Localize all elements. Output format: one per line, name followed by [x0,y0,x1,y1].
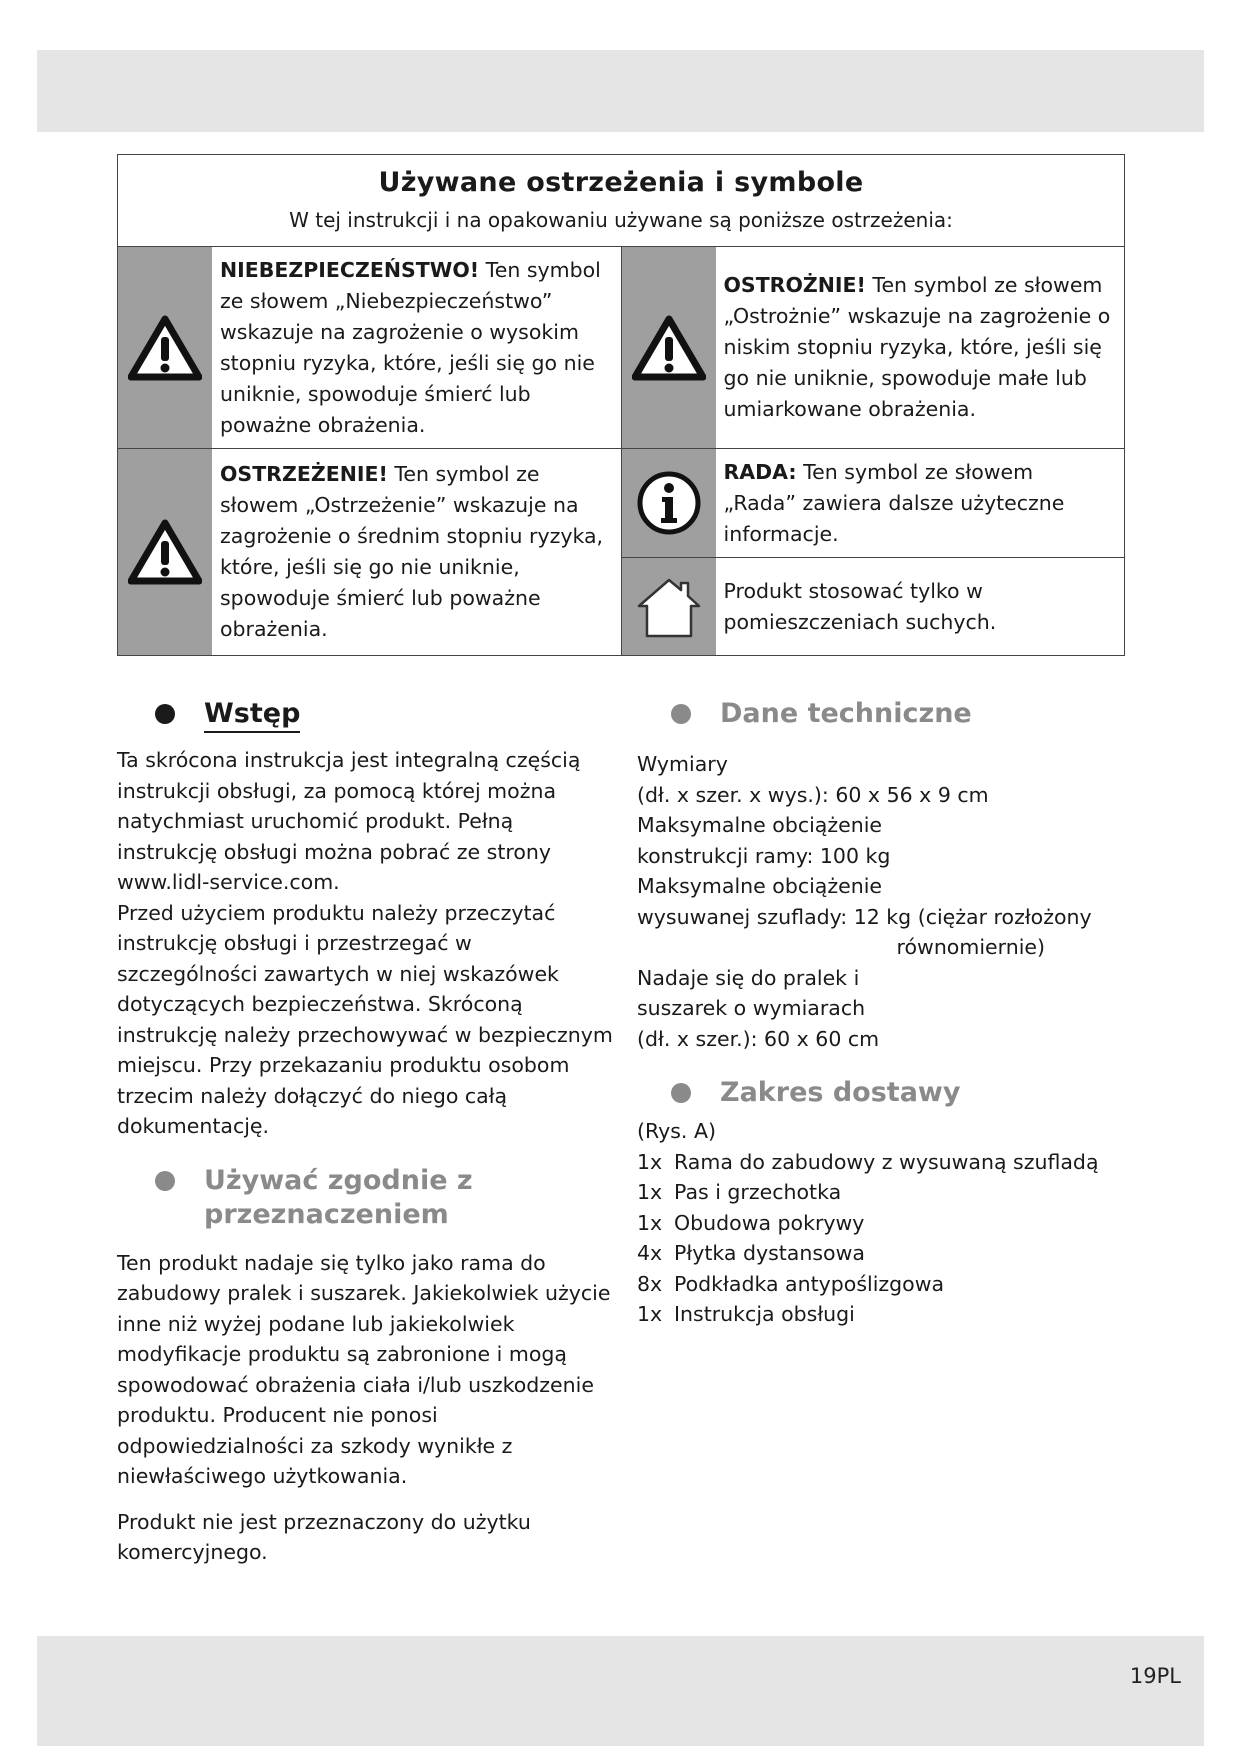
bullet-dot-icon [671,704,691,724]
fit-line-3: (dł. x szer.): 60 x 60 cm [637,1026,880,1051]
intro-heading-text: Wstęp [204,697,300,733]
caution-cell [622,247,1125,448]
list-item [637,1147,1137,1178]
bullet-dot-icon [155,704,175,724]
danger-cell [118,247,621,448]
list-item [637,1238,1137,1269]
item-qty: 1x [637,1302,663,1326]
page-number: 19PL [1129,1664,1181,1688]
intro-paragraph-2: Przed użyciem produktu należy przeczytać instrukcję obsługi i przestrzegać w szczególności zawartych w niej wskazówek dotyczących bezpieczeństwa. Skróconą instrukcję należy przechowywać w bezpiecznym miejscu. Przy przekazaniu produktu osobom trzecim należy dołączyć do niego całą dokumentację. [117,900,613,1138]
warnings-grid [118,247,1124,655]
caution-text [716,247,1125,448]
drawer-label: Maksymalne obciążenie [637,874,883,898]
item-name: Płytka dystansowa [674,1241,865,1265]
item-name: Instrukcja obsługi [674,1302,855,1326]
drawer-value-cont: równomiernie) [896,935,1045,959]
item-qty: 4x [637,1241,663,1265]
tip-label: RADA: [723,459,797,484]
item-name: Rama do zabudowy z wysuwaną szufladą [674,1149,1099,1174]
frame-value: konstrukcji ramy: 100 kg [637,843,891,868]
tip-cell [622,448,1125,557]
intro-heading [155,697,617,733]
fit-line-2: suszarek o wymiarach [637,996,866,1020]
delivery-heading [671,1076,1137,1110]
item-name: Pas i grzechotka [674,1180,842,1204]
intended-use-paragraph-2: Produkt nie jest przeznaczony do użytku komercyjnego. [117,1509,531,1564]
intended-use-heading [155,1164,617,1232]
list-item [637,1269,1137,1300]
intro-paragraph-1: Ta skrócona instrukcja jest integralną częścią instrukcji obsługi, za pomocą której można natychmiast uruchomić produkt. Pełną instrukcję obsługi można pobrać ze strony www.lidl-service.com. [117,748,581,894]
warnings-header [118,155,1124,247]
intended-use-heading-text: Używać zgodnie z przeznaczeniem [204,1164,473,1230]
frame-label: Maksymalne obciążenie [637,813,883,837]
right-column [637,697,1137,1330]
caution-label: OSTROŻNIE! [723,273,866,297]
tech-specs [637,749,1137,1054]
bullet-dot-icon [155,1171,175,1191]
indoor-cell [622,557,1125,655]
delivery-list [637,1147,1137,1330]
item-qty: 1x [637,1180,663,1204]
tip-description: Ten symbol ze słowem „Rada” zawiera dalsze użyteczne informacje. [723,459,1065,546]
warnings-right-column [622,247,1125,655]
list-item [637,1177,1137,1208]
warning-text [212,449,621,655]
tech-heading [671,697,1137,731]
item-name: Obudowa pokrywy [674,1210,865,1235]
list-item [637,1208,1137,1239]
warnings-subtitle: W tej instrukcji i na opakowaniu używane są poniższe ostrzeżenia: [289,208,953,232]
indoor-text: Produkt stosować tylko w pomieszczeniach suchych. [723,578,997,634]
item-qty: 1x [637,1149,663,1174]
left-column [117,697,617,1568]
item-name: Podkładka antypoślizgowa [674,1271,945,1296]
drawer-value: wysuwanej szuflady: 12 kg (ciężar rozłożony [637,904,1092,929]
warning-label: OSTRZEŻENIE! [220,462,388,486]
danger-description: Ten symbol ze słowem „Niebezpieczeństwo” wskazuje na zagrożenie o wysokim stopniu ryzyka, które, jeśli się go nie uniknie, spowoduje śmierć lub poważne obrażenia. [220,257,601,437]
list-item [637,1299,1137,1330]
dims-value: (dł. x szer. x wys.): 60 x 56 x 9 cm [637,782,989,807]
tech-heading-text: Dane techniczne [720,698,972,729]
fit-line-1: Nadaje się do pralek i [637,965,860,990]
footer-band [37,1636,1204,1746]
info-icon [622,449,716,557]
caution-description: Ten symbol ze słowem „Ostrożnie” wskazuje na zagrożenie o niskim stopniu ryzyka, które, jeśli się go nie uniknie, spowoduje małe lub umiarkowane obrażenia. [723,273,1111,421]
danger-text [212,247,621,448]
warning-triangle-icon [118,449,212,655]
delivery-heading-text: Zakres dostawy [720,1077,961,1108]
warning-triangle-icon [118,247,212,448]
warning-triangle-icon [622,247,716,448]
dims-label: Wymiary [637,752,728,776]
warning-cell [118,448,621,655]
item-qty: 1x [637,1210,663,1235]
delivery-figure-ref: (Rys. A) [637,1119,716,1143]
bullet-dot-icon [671,1083,691,1103]
tip-text [716,449,1125,557]
warning-description: Ten symbol ze słowem „Ostrzeżenie” wskazuje na zagrożenie o średnim stopniu ryzyka, które, jeśli się go nie uniknie, spowoduje śmierć lub poważne obrażenia. [220,462,604,641]
house-icon [622,558,716,655]
header-band [37,50,1204,132]
warnings-title: Używane ostrzeżenia i symbole [378,167,864,198]
intended-use-paragraph-1: Ten produkt nadaje się tylko jako rama do zabudowy pralek i suszarek. Jakiekolwiek użycie inne niż wyżej podane lub jakiekolwiek modyfikacje produktu są zabronione i mogą spowodować obrażenia ciała i/lub uszkodzenie produktu. Producent nie ponosi odpowiedzialności za szkody wynikłe z niewłaściwego użytkowania. [117,1250,611,1488]
danger-label: NIEBEZPIECZEŃSTWO! [220,257,480,282]
warnings-left-column [118,247,622,655]
item-qty: 8x [637,1271,663,1296]
warnings-table [117,154,1125,656]
